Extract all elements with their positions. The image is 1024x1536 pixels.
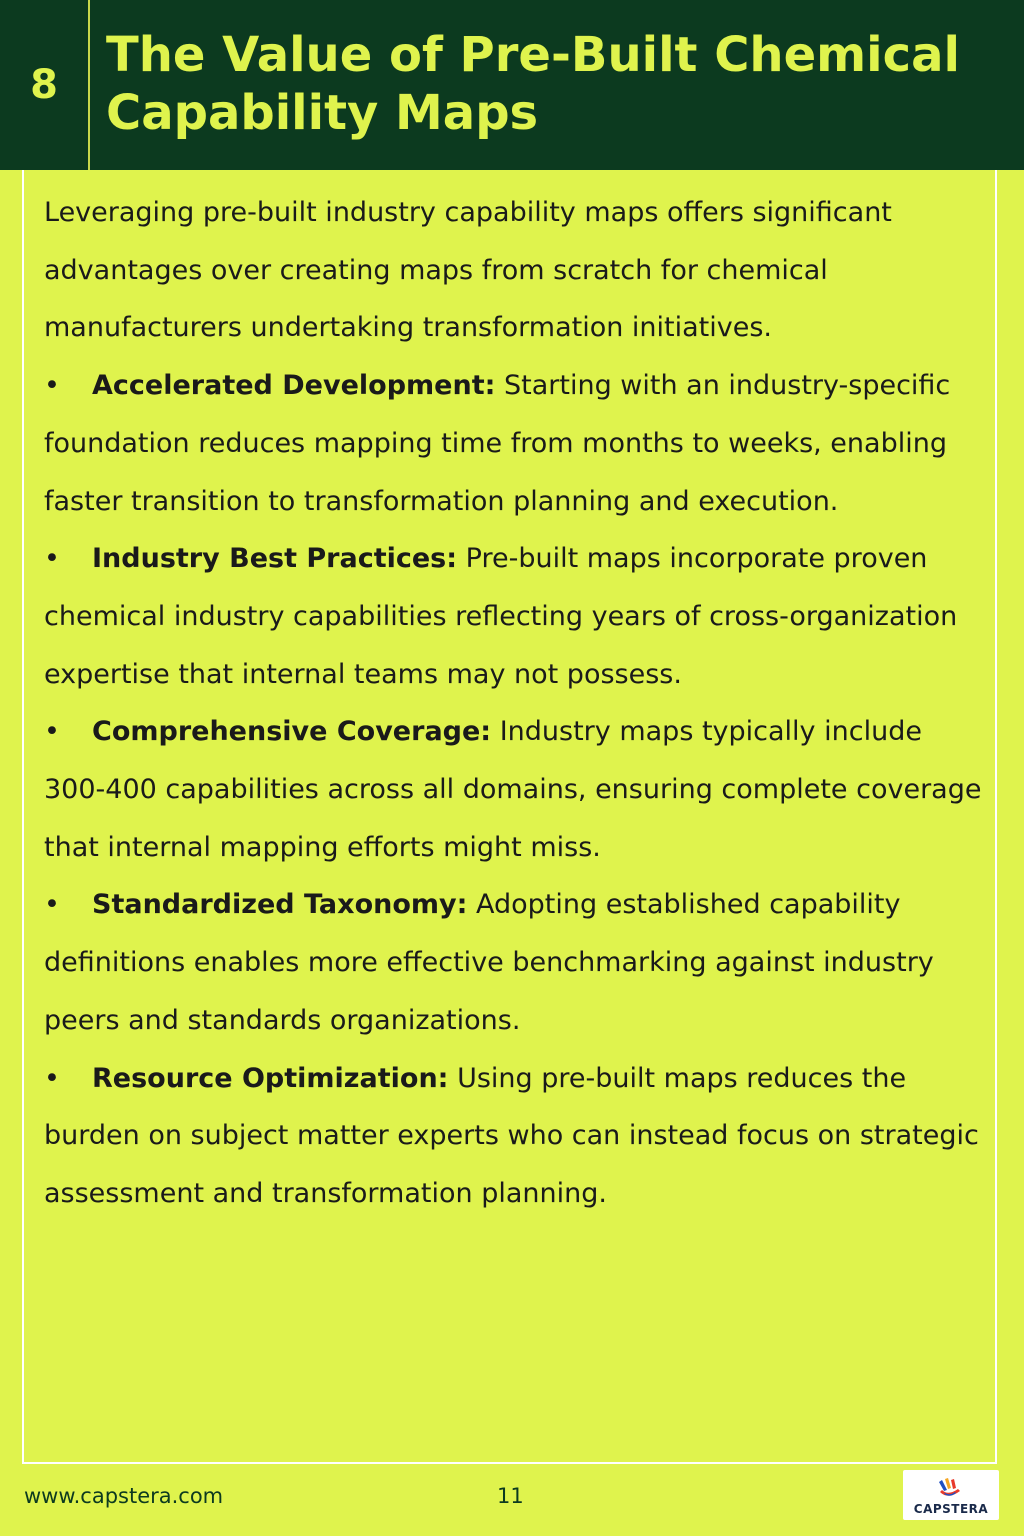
bullet-symbol: • — [44, 889, 60, 921]
footer-url[interactable]: www.capstera.com — [24, 1484, 224, 1508]
bullet-symbol: • — [44, 370, 60, 402]
bullet-text: Pre-built maps incorporate proven chemical industry capabilities reflecting years of cross-organization expertise that internal teams may not possess. — [44, 543, 958, 690]
bullet-item — [44, 1050, 984, 1223]
bullet-title: Resource Optimization: — [92, 1062, 449, 1094]
bullet-text: Industry maps typically include 300-400 capabilities across all domains, ensuring complete coverage that internal mapping efforts might miss. — [44, 716, 982, 863]
page-title: The Value of Pre-Built Chemical Capability Maps — [106, 27, 960, 141]
page-header — [0, 0, 1024, 170]
bullet-title: Industry Best Practices: — [92, 543, 458, 575]
bullet-text: Starting with an industry-specific foundation reduces mapping time from months to weeks, enabling faster transition to transformation planning and execution. — [44, 370, 951, 517]
content-body — [44, 184, 984, 1223]
bullet-item — [44, 876, 984, 1049]
bullet-symbol: • — [44, 716, 60, 748]
bullet-item — [44, 530, 984, 703]
logo-text: CAPSTERA — [913, 1502, 989, 1516]
logo-mark-icon — [934, 1476, 968, 1502]
page-number: 11 — [497, 1484, 524, 1508]
bullet-title: Standardized Taxonomy: — [92, 889, 468, 921]
intro-paragraph: Leveraging pre-built industry capability maps offers significant advantages over creating maps from scratch for chemical manufacturers undertaking transformation initiatives. — [44, 197, 892, 344]
header-divider — [88, 0, 90, 170]
capstera-logo — [903, 1470, 999, 1520]
bullet-symbol: • — [44, 543, 60, 575]
bullet-title: Comprehensive Coverage: — [92, 716, 492, 748]
bullet-symbol: • — [44, 1062, 60, 1094]
bullet-text: Adopting established capability definitions enables more effective benchmarking against industry peers and standards organizations. — [44, 889, 934, 1036]
bullet-item — [44, 357, 984, 530]
bullet-text: Using pre-built maps reduces the burden on subject matter experts who can instead focus on strategic assessment and transformation planning. — [44, 1062, 979, 1209]
bullet-item — [44, 703, 984, 876]
bullet-title: Accelerated Development: — [92, 370, 496, 402]
section-number: 8 — [30, 62, 58, 108]
